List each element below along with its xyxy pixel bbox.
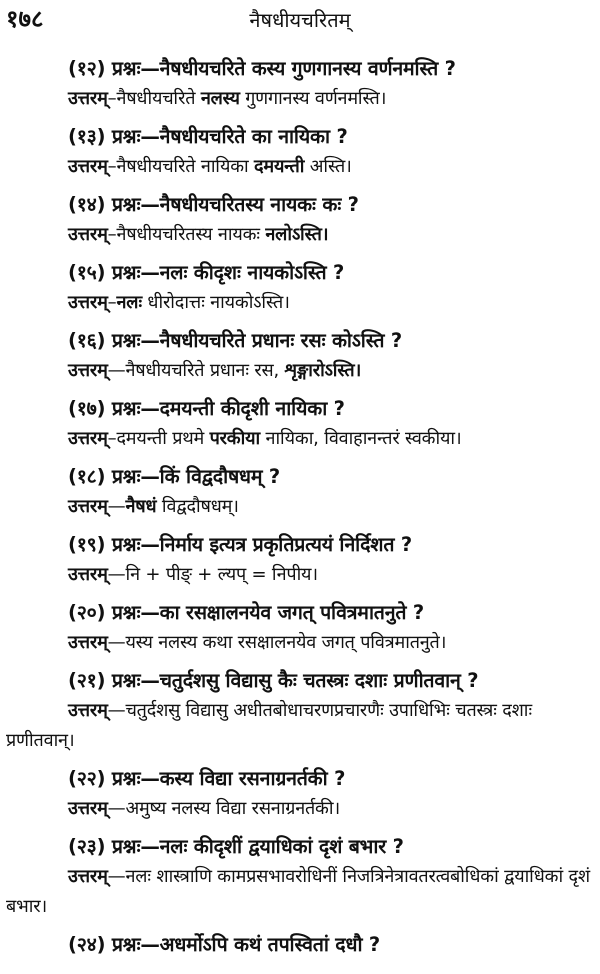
qa-item: [0, 394, 600, 454]
question-number: (१६): [68, 329, 106, 352]
qa-item: [0, 832, 600, 922]
answer-label: उत्तरम्: [68, 224, 108, 245]
answer-label: उत्तरम्: [68, 866, 108, 887]
qa-item: [0, 666, 600, 756]
question-text: प्रश्नः—नैषधीयचरिते प्रधानः रसः कोऽस्ति ?: [111, 329, 402, 352]
running-title: नैषधीयचरितम्: [249, 8, 351, 32]
answer-text: —नलः शास्त्राणि कामप्रसभावरोधिनीं निजत्रिनेत्रावतरत्वबोधिकां द्वयाधिकां दृशं बभार।: [6, 866, 590, 917]
qa-list: [0, 54, 600, 968]
question-number: (१२): [68, 57, 106, 80]
question-line: [0, 54, 600, 84]
answer-text: —चतुर्दशसु विद्यासु अधीतबोधाचरणप्रचारणैः उपाधिभिः चतस्त्रः दशाः प्रणीतवान्।: [6, 700, 532, 751]
answer-line: [0, 492, 600, 522]
question-text: प्रश्नः—किं विद्वदौषधम् ?: [111, 465, 280, 488]
question-number: (१८): [68, 465, 106, 488]
answer-label: उत्तरम्: [68, 632, 108, 653]
qa-item: [0, 462, 600, 522]
question-number: (१३): [68, 125, 106, 148]
question-text: प्रश्नः—अधर्मोऽपि कथं तपस्वितां दधौ ?: [111, 933, 380, 956]
question-number: (२१): [68, 669, 106, 692]
question-text: प्रश्नः—नलः कीदृशीं द्वयाधिकां दृशं बभार ?: [111, 835, 404, 858]
answer-emphasis: नलः: [116, 292, 142, 313]
answer-text: —यस्य नलस्य कथा रसक्षालनयेव जगत् पवित्रमातनुते।: [107, 632, 447, 653]
question-line: [0, 832, 600, 862]
question-text: प्रश्नः—नैषधीयचरितस्य नायकः कः ?: [111, 193, 359, 216]
question-text: प्रश्नः—निर्माय इत्यत्र प्रकृतिप्रत्ययं निर्दिशत ?: [111, 533, 412, 556]
answer-text-tail: धीरोदात्तः नायकोऽस्ति।: [141, 292, 290, 313]
answer-text: —नैषधीयचरिते प्रधानः रस,: [107, 360, 285, 381]
question-text: प्रश्नः—कस्य विद्या रसनाग्रनर्तकी ?: [111, 767, 346, 790]
question-text: प्रश्नः—चतुर्दशसु विद्यासु कैः चतस्त्रः दशाः प्रणीतवान् ?: [111, 669, 479, 692]
answer-text-tail: नायिका, विवाहानन्तरं स्वकीया।: [260, 428, 462, 449]
qa-item: [0, 190, 600, 250]
answer-line: [0, 152, 600, 182]
answer-text: –नैषधीयचरितस्य नायकः: [107, 224, 266, 245]
question-number: (१५): [68, 261, 106, 284]
answer-text-tail: विद्वदौषधम्।: [156, 496, 239, 517]
question-text: प्रश्नः—नैषधीयचरिते कस्य गुणगानस्य वर्णनमस्ति ?: [111, 57, 456, 80]
answer-label: उत्तरम्: [68, 292, 108, 313]
question-line: [0, 462, 600, 492]
answer-line: [0, 560, 600, 590]
answer-line: [0, 794, 600, 824]
answer-label: उत्तरम्: [68, 88, 108, 109]
answer-text: —अमुष्य नलस्य विद्या रसनाग्रनर्तकी।: [107, 798, 340, 819]
answer-emphasis: दमयन्ती: [254, 156, 305, 177]
qa-item: [0, 930, 600, 960]
qa-item: [0, 326, 600, 386]
question-line: [0, 530, 600, 560]
question-line: [0, 122, 600, 152]
answer-label: उत्तरम्: [68, 700, 108, 721]
answer-label: उत्तरम्: [68, 496, 108, 517]
question-text: प्रश्नः—दमयन्ती कीदृशी नायिका ?: [111, 397, 345, 420]
answer-text: –नैषधीयचरिते नायिका: [107, 156, 255, 177]
question-line: [0, 764, 600, 794]
question-number: (२०): [68, 601, 106, 624]
answer-line: [0, 424, 600, 454]
answer-label: उत्तरम्: [68, 360, 108, 381]
qa-item: [0, 530, 600, 590]
answer-emphasis: परकीया: [209, 428, 260, 449]
qa-item: [0, 598, 600, 658]
question-number: (१७): [68, 397, 106, 420]
answer-line: [0, 696, 600, 756]
answer-emphasis: नलोऽस्ति।: [265, 224, 329, 245]
answer-line: [0, 356, 600, 386]
question-number: (२२): [68, 767, 106, 790]
question-number: (२३): [68, 835, 106, 858]
answer-label: उत्तरम्: [68, 428, 108, 449]
answer-emphasis: नैषधं: [125, 496, 157, 517]
answer-text: –दमयन्ती प्रथमे: [107, 428, 210, 449]
question-line: [0, 394, 600, 424]
question-line: [0, 598, 600, 628]
answer-line: [0, 84, 600, 114]
question-number: (१९): [68, 533, 106, 556]
answer-line: [0, 628, 600, 658]
answer-line: [0, 862, 600, 922]
question-text: प्रश्नः—नलः कीदृशः नायकोऽस्ति ?: [111, 261, 345, 284]
answer-label: उत्तरम्: [68, 564, 108, 585]
question-line: [0, 258, 600, 288]
answer-label: उत्तरम्: [68, 156, 108, 177]
answer-emphasis: शृङ्गारोऽस्ति।: [284, 360, 362, 381]
answer-text-tail: गुणगानस्य वर्णनमस्ति।: [239, 88, 387, 109]
qa-item: [0, 122, 600, 182]
question-text: प्रश्नः—नैषधीयचरिते का नायिका ?: [111, 125, 348, 148]
answer-emphasis: नलस्य: [200, 88, 240, 109]
answer-text-tail: अस्ति।: [304, 156, 352, 177]
answer-text: –: [107, 292, 117, 313]
page-number: १७८: [6, 5, 44, 33]
answer-text: –नैषधीयचरिते: [107, 88, 201, 109]
answer-line: [0, 288, 600, 318]
answer-line: [0, 220, 600, 250]
qa-item: [0, 764, 600, 824]
question-text: प्रश्नः—का रसक्षालनयेव जगत् पवित्रमातनुते ?: [111, 601, 424, 624]
answer-text: —नि + पीङ् + ल्यप् = निपीय।: [107, 564, 318, 585]
question-number: (२४): [68, 933, 106, 956]
question-line: [0, 326, 600, 356]
qa-item: [0, 54, 600, 114]
question-line: [0, 930, 600, 960]
qa-item: [0, 258, 600, 318]
question-number: (१४): [68, 193, 106, 216]
question-line: [0, 666, 600, 696]
answer-label: उत्तरम्: [68, 798, 108, 819]
answer-text: —: [107, 496, 126, 517]
question-line: [0, 190, 600, 220]
